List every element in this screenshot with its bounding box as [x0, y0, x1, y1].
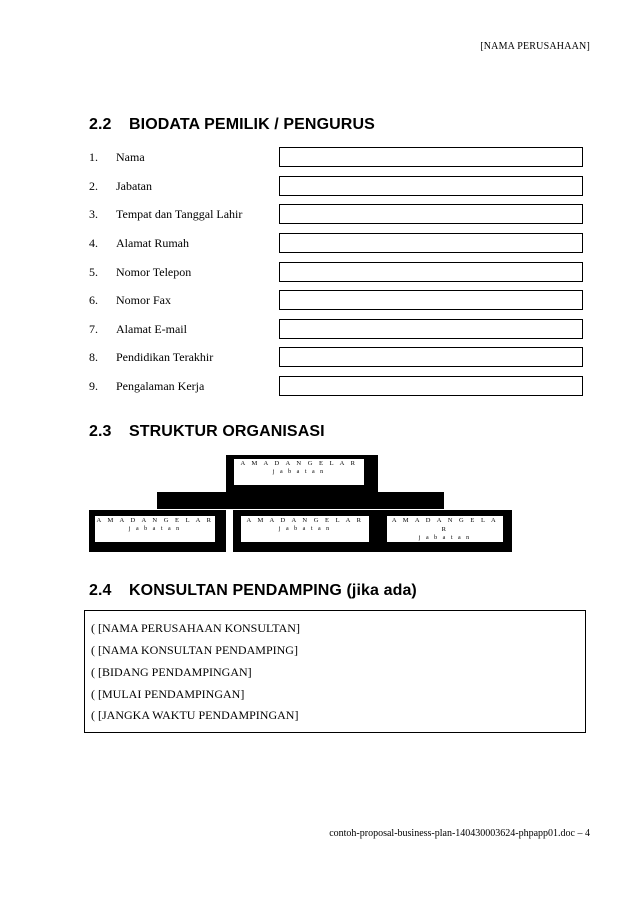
row-index: 3.: [89, 207, 98, 221]
org-box-inner: [234, 459, 364, 485]
nama-field[interactable]: [279, 147, 583, 167]
alamat-email-field[interactable]: [279, 319, 583, 339]
section-title-text: STRUKTUR ORGANISASI: [129, 423, 325, 440]
row-label: Tempat dan Tanggal Lahir: [116, 207, 243, 221]
nomor-telepon-field[interactable]: [279, 262, 583, 282]
row-index: 5.: [89, 265, 98, 279]
consultant-line: ( [BIDANG PENDAMPINGAN]: [91, 665, 252, 679]
section-title-biodata: [89, 116, 375, 134]
footer-filename: contoh-proposal-business-plan-140430003624-phpapp01.doc – 4: [329, 828, 590, 839]
org-box-inner: [387, 516, 503, 542]
row-index: 2.: [89, 179, 98, 193]
consultant-line: ( [NAMA KONSULTAN PENDAMPING]: [91, 643, 298, 657]
org-box-name: A M A D A N G E L A R: [246, 517, 364, 524]
org-box-role: j a b a t a n: [418, 535, 472, 541]
biodata-row: [89, 347, 587, 369]
row-index: 6.: [89, 293, 98, 307]
section-number: 2.2: [89, 116, 112, 133]
row-index: 1.: [89, 150, 98, 164]
biodata-row: [89, 204, 587, 226]
section-title-consultant: [89, 582, 417, 600]
row-index: 7.: [89, 322, 98, 336]
org-box-name: A M A D A N G E L A R: [240, 460, 358, 467]
biodata-row: [89, 147, 587, 169]
org-box-left: [89, 510, 226, 552]
org-box-center: [233, 510, 379, 552]
pengalaman-kerja-field[interactable]: [279, 376, 583, 396]
row-label: Alamat E-mail: [116, 322, 187, 336]
org-box-name: A M A D A N G E L A R: [96, 517, 214, 524]
row-label: Nomor Fax: [116, 293, 171, 307]
row-label: Nomor Telepon: [116, 265, 192, 279]
org-box-role: j a b a t a n: [128, 526, 182, 532]
section-number: 2.4: [89, 582, 112, 599]
row-index: 4.: [89, 236, 98, 250]
org-box-inner: [241, 516, 369, 542]
section-title-text: BIODATA PEMILIK / PENGURUS: [129, 116, 375, 133]
biodata-row: [89, 290, 587, 312]
biodata-row: [89, 262, 587, 284]
org-box-role: j a b a t a n: [272, 469, 326, 475]
biodata-row: [89, 176, 587, 198]
tempat-tanggal-lahir-field[interactable]: [279, 204, 583, 224]
org-connector-bar: [157, 492, 444, 509]
row-label: Pendidikan Terakhir: [116, 350, 214, 364]
org-box-right: [379, 510, 512, 552]
row-label: Nama: [116, 150, 145, 164]
biodata-row: [89, 233, 587, 255]
row-label: Jabatan: [116, 179, 152, 193]
section-title-org: [89, 423, 325, 441]
jabatan-field[interactable]: [279, 176, 583, 196]
row-index: 9.: [89, 379, 98, 393]
consultant-line: ( [MULAI PENDAMPINGAN]: [91, 687, 245, 701]
org-box-inner: [95, 516, 215, 542]
biodata-row: [89, 319, 587, 341]
org-box-role: j a b a t a n: [278, 526, 332, 532]
row-label: Alamat Rumah: [116, 236, 189, 250]
alamat-rumah-field[interactable]: [279, 233, 583, 253]
consultant-line: ( [JANGKA WAKTU PENDAMPINGAN]: [91, 708, 299, 722]
row-index: 8.: [89, 350, 98, 364]
section-title-text: KONSULTAN PENDAMPING (jika ada): [129, 582, 417, 599]
org-box-name: A M A D A N G E L A R: [391, 517, 499, 533]
section-number: 2.3: [89, 423, 112, 440]
pendidikan-terakhir-field[interactable]: [279, 347, 583, 367]
nomor-fax-field[interactable]: [279, 290, 583, 310]
consultant-line: ( [NAMA PERUSAHAAN KONSULTAN]: [91, 621, 300, 635]
consultant-box: [84, 610, 586, 733]
org-box-top: [226, 455, 378, 493]
header-company-name: [NAMA PERUSAHAAN]: [480, 41, 590, 52]
biodata-row: [89, 376, 587, 398]
row-label: Pengalaman Kerja: [116, 379, 205, 393]
